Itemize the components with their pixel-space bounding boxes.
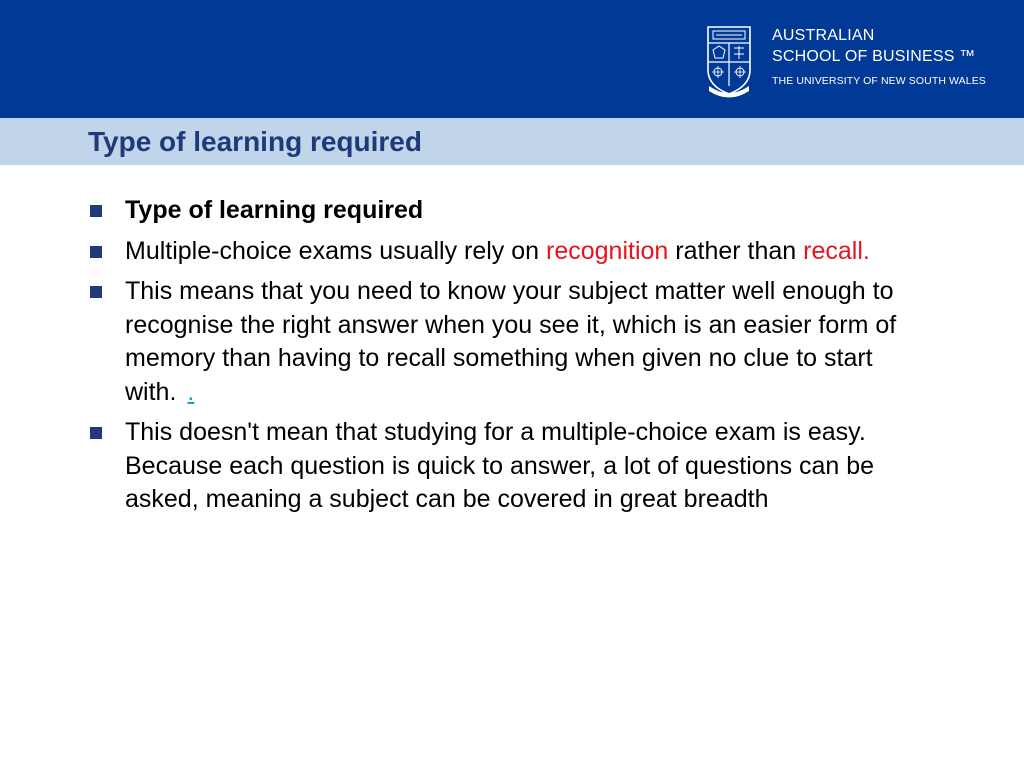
bullet-text: This means that you need to know your subject matter well enough to recognise the right answer when you see it, which is an easier form of memory than having to recall something when given no clue to start with. [125, 277, 897, 406]
square-bullet-icon [90, 427, 102, 439]
bullet-item-3 [88, 275, 928, 409]
brand-wordmark [772, 25, 986, 88]
bullet-text: Type of learning required [125, 196, 424, 224]
header-banner [0, 0, 1024, 118]
highlight-recall: recall. [803, 236, 870, 265]
bullet-item-1 [88, 194, 928, 228]
highlight-recognition: recognition [546, 236, 669, 265]
bullet-text-part: Multiple-choice exams usually rely on [125, 236, 547, 265]
bullet-item-2 [88, 235, 928, 269]
square-bullet-icon [90, 286, 102, 298]
unsw-crest-logo [705, 24, 753, 98]
brand-line-school-of-business: SCHOOL OF BUSINESS ™ [772, 48, 976, 65]
brand-line-university: THE UNIVERSITY OF NEW SOUTH WALES [772, 75, 986, 87]
brand-line-australian: AUSTRALIAN [772, 27, 875, 44]
slide-title: Type of learning required [88, 126, 422, 157]
bullet-text-part: rather than [668, 236, 804, 265]
bullet-text: This doesn't mean that studying for a multiple-choice exam is easy. Because each question is quick to answer, a lot of questions can be asked, meaning a subject can be covered in great breadth [125, 418, 875, 513]
bullet-list [88, 194, 928, 524]
square-bullet-icon [90, 205, 102, 217]
square-bullet-icon [90, 246, 102, 258]
period-link[interactable]: . [187, 377, 195, 406]
bullet-item-4 [88, 416, 928, 517]
